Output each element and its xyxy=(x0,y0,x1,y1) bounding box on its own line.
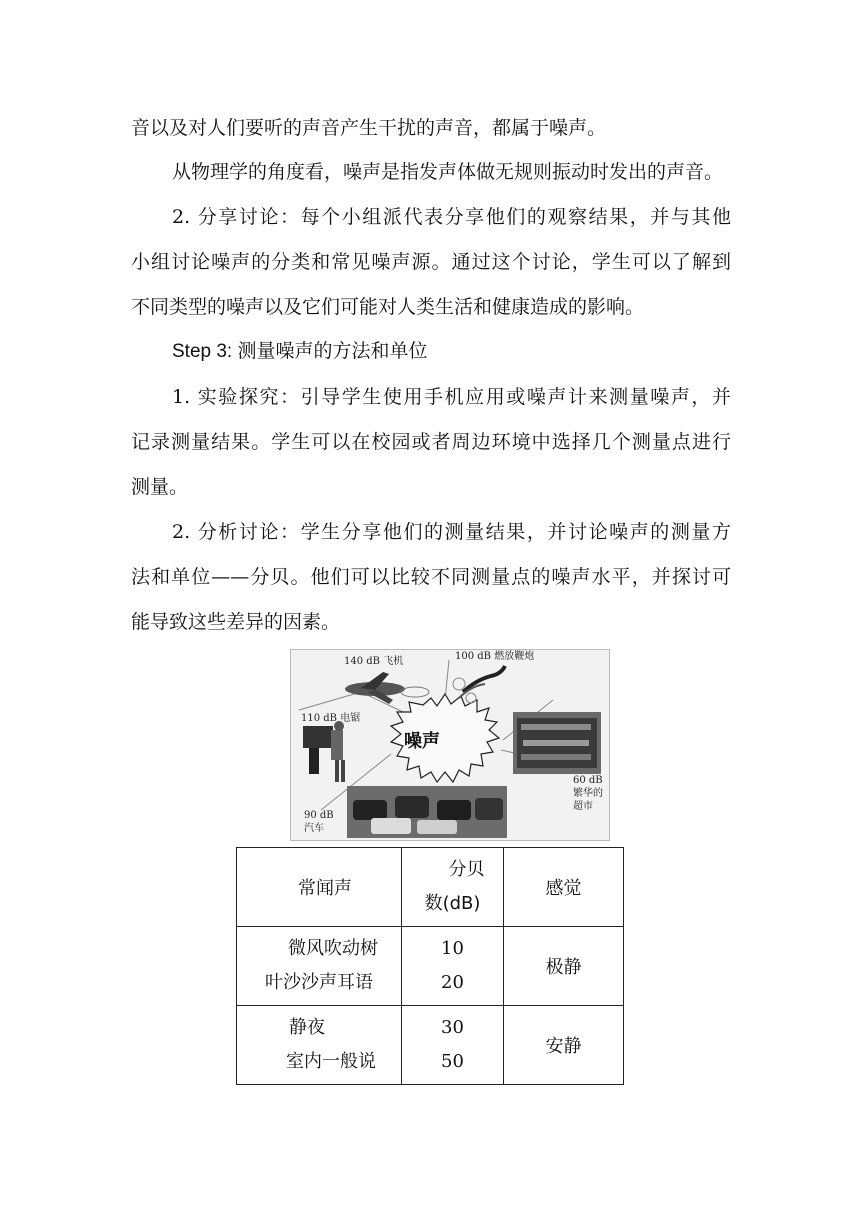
decibel-cell: 30 50 xyxy=(402,1006,504,1085)
table-row xyxy=(237,1006,624,1085)
car-db-label: 90 dB xyxy=(304,810,334,821)
noise-level-table xyxy=(236,847,624,1085)
paragraph-noise-definition-end: 音以及对人们要听的声音产生干扰的声音，都属于噪声。 xyxy=(131,117,607,139)
paragraph-physics-definition: 从物理学的角度看，噪声是指发声体做无规则振动时发出的声音。 xyxy=(172,161,724,183)
paragraph-experiment-line2: 记录测量结果。学生可以在校园或者周边环境中选择几个测量点进行 xyxy=(131,431,731,453)
paragraph-share-discussion-line1: 2. 分享讨论：每个小组派代表分享他们的观察结果，并与其他 xyxy=(172,206,731,228)
market-label-line1: 繁华的 xyxy=(573,788,603,799)
chainsaw-label: 110 dB 电锯 xyxy=(301,713,361,724)
paragraph-analysis-line2: 法和单位——分贝。他们可以比较不同测量点的噪声水平，并探讨可 xyxy=(131,566,731,588)
paragraph-share-discussion-line2: 小组讨论噪声的分类和常见噪声源。通过这个讨论，学生可以了解到 xyxy=(131,251,731,273)
sound-cell: 静夜 室内一般说 xyxy=(237,1006,402,1085)
noise-center-label: 噪声 xyxy=(404,731,440,752)
decibel-cell: 10 20 xyxy=(402,927,504,1006)
traffic-cars-drawing xyxy=(347,786,507,838)
car-label: 汽车 xyxy=(304,823,324,834)
feeling-cell: 安静 xyxy=(504,1006,624,1085)
market-label-line2: 超市 xyxy=(573,801,593,812)
header-decibel: 分贝 数(dB) xyxy=(402,848,504,927)
table-row xyxy=(237,927,624,1006)
table-header-row xyxy=(237,848,624,927)
header-common-sound: 常闻声 xyxy=(237,848,402,927)
paragraph-experiment-line1: 1. 实验探究：引导学生使用手机应用或噪声计来测量噪声，并 xyxy=(172,386,731,408)
step3-heading: Step 3: 测量噪声的方法和单位 xyxy=(172,341,428,362)
market-db-label: 60 dB xyxy=(573,775,603,786)
paragraph-analysis-line1: 2. 分析讨论：学生分享他们的测量结果，并讨论噪声的测量方 xyxy=(172,521,731,543)
sound-cell: 微风吹动树 叶沙沙声耳语 xyxy=(237,927,402,1006)
paragraph-analysis-line3: 能导致这些差异的因素。 xyxy=(131,611,341,633)
airplane-label: 140 dB 飞机 xyxy=(344,656,404,667)
firecracker-label: 100 dB 燃放鞭炮 xyxy=(455,651,535,662)
busy-market-drawing xyxy=(513,712,601,774)
header-feeling: 感觉 xyxy=(504,848,624,927)
paragraph-experiment-line3: 测量。 xyxy=(131,476,189,498)
paragraph-share-discussion-line3: 不同类型的噪声以及它们可能对人类生活和健康造成的影响。 xyxy=(131,296,645,318)
feeling-cell: 极静 xyxy=(504,927,624,1006)
